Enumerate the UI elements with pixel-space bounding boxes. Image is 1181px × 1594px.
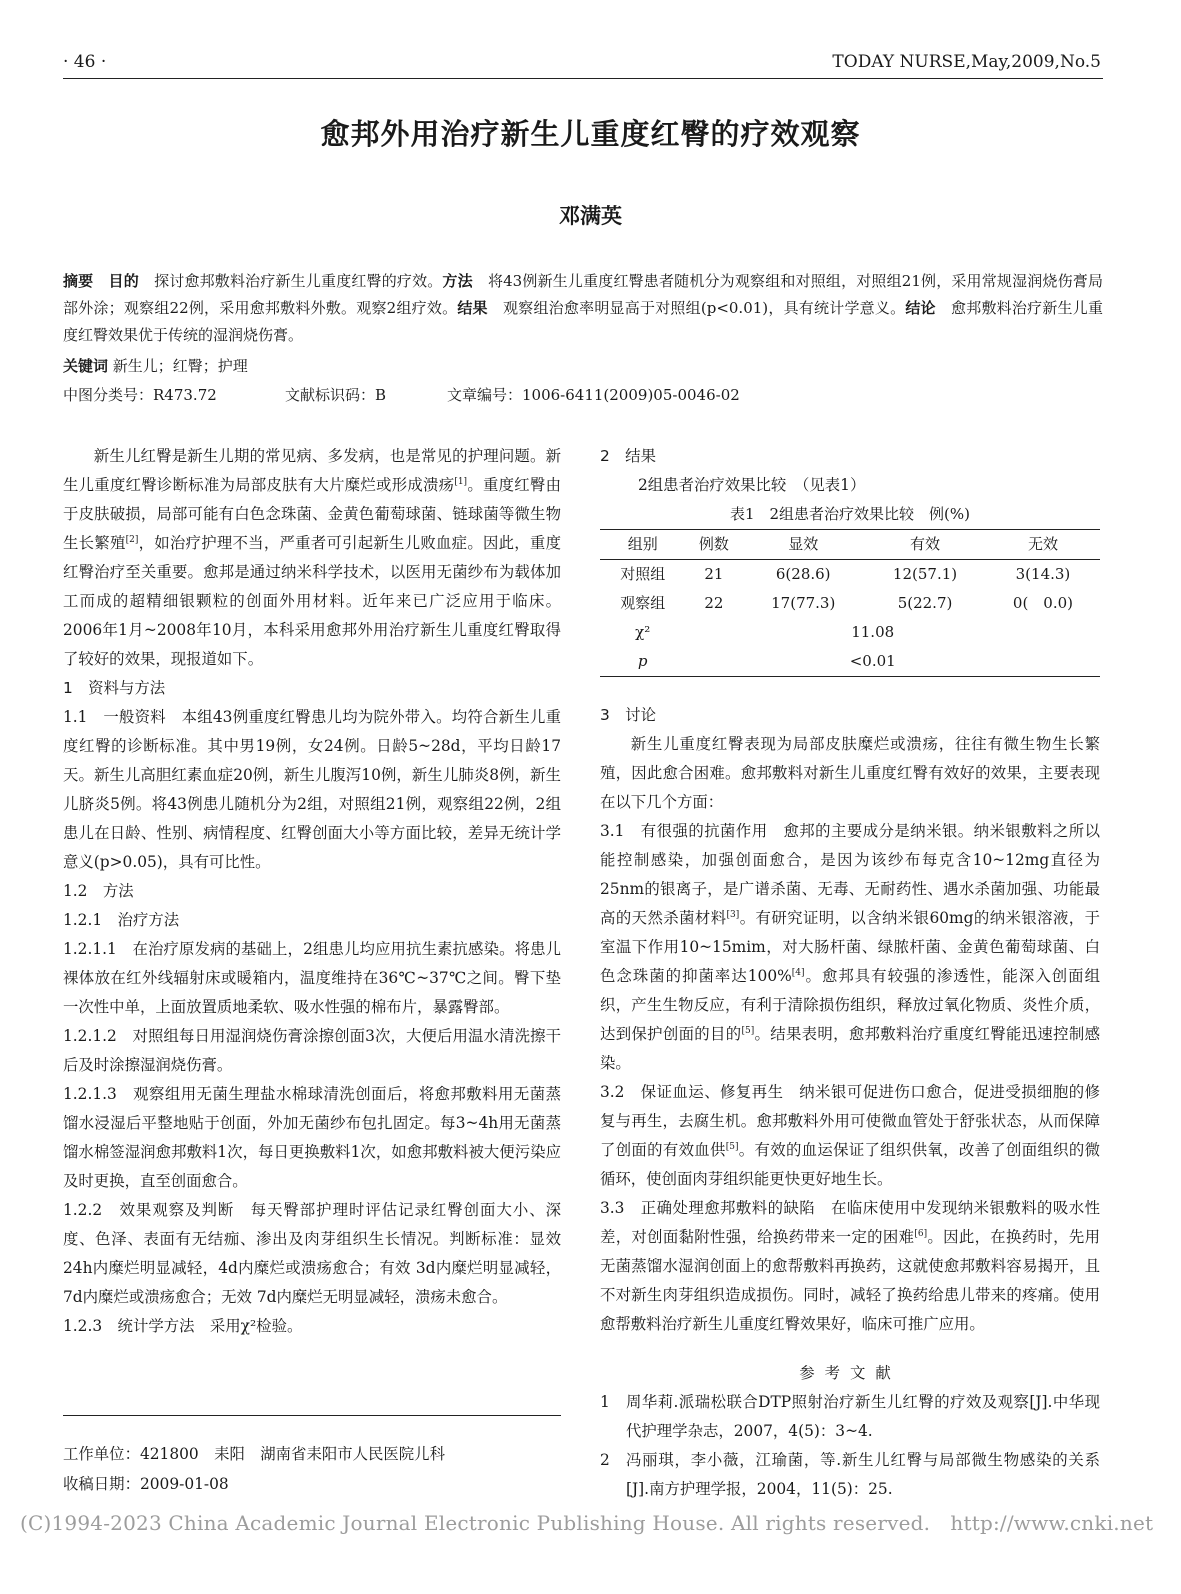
table-row-p (600, 647, 1100, 677)
section-1-2-3: 1.2.3 统计学方法 采用χ²检验。 (63, 1317, 303, 1335)
reference-number: 2 (600, 1451, 610, 1469)
method-text: 将43例新生儿重度红臀患者随机分为观察组和对照组，对照组21例，采用常规湿润烧伤膏局部外涂；观察组22例，采用愈邦敷料外敷。观察2组疗效。 (63, 272, 1103, 317)
intro-paragraph (63, 442, 561, 674)
p-value: <0.01 (849, 652, 896, 670)
section-heading-2: 2 结果 (600, 447, 656, 465)
journal-name: TODAY NURSE,May,2009,No.5 (832, 52, 1101, 72)
p-label: p (637, 652, 648, 670)
reference-number: 1 (600, 1393, 610, 1411)
abstract-label: 摘要 (63, 272, 94, 290)
reference-text: 周华莉.派瑞松联合DTP照射治疗新生儿红臀的疗效及观察[J].中华现代护理学杂志，2007，4(5)：3~4. (626, 1393, 1100, 1440)
citation-6: [6] (914, 1228, 928, 1239)
table-row (600, 589, 1100, 618)
section-3-3 (600, 1194, 1100, 1339)
citation-5b: [5] (725, 1141, 739, 1152)
citation-1: [1] (454, 476, 468, 487)
table-row (600, 560, 1100, 590)
table-header-cell: 无效 (1027, 535, 1058, 553)
s31-text-b: 。有研究证明，以含纳米银60mg的纳米银溶液，于室温下作用10~15mim，对大肠杆菌、绿脓杆菌、金黄色葡萄球菌、白色念珠菌的抑菌率达100% (600, 909, 1100, 985)
table-cell: 观察组 (620, 594, 666, 612)
work-unit: 工作单位：421800 耒阳 湖南省耒阳市人民医院儿科 (63, 1445, 445, 1463)
footnote-rule (63, 1415, 561, 1416)
section-heading-1-2-1: 1.2.1 治疗方法 (63, 911, 180, 929)
intro-text-c: ，如治疗护理不当，严重者可引起新生儿败血症。因此，重度红臀治疗至关重要。愈邦是通过纳米科学技术，以医用无菌纱布为载体加工而成的超精细银颗粒的创面外用材料。近年来已广泛应用于临床。2006年1月~2008年10月，本科采用愈邦外用治疗新生儿重度红臀取得了较好的效果，现报道如下。 (63, 534, 561, 668)
section-heading-1-2: 1.2 方法 (63, 882, 134, 900)
objective-label: 目的 (108, 272, 139, 290)
section-3-1 (600, 817, 1100, 1078)
conclusion-label: 结论 (905, 299, 936, 317)
table-cell: 3(14.3) (1015, 565, 1071, 583)
citation-5: [5] (741, 1025, 755, 1036)
left-column (63, 442, 561, 1341)
conclusion-text: 愈邦敷料治疗新生儿重度红臀效果优于传统的湿润烧伤膏。 (63, 299, 1103, 344)
section-3-2 (600, 1078, 1100, 1194)
section-heading-1: 1 资料与方法 (63, 679, 166, 697)
table-cell: 12(57.1) (892, 565, 958, 583)
keywords-text: 新生儿；红臀；护理 (112, 357, 248, 375)
s31-text-d: 。结果表明，愈邦敷料治疗重度红臀能迅速控制感染。 (600, 1025, 1100, 1072)
page-number: · 46 · (63, 52, 107, 72)
keywords (63, 355, 248, 376)
intro-text-b: 。重度红臀由于皮肤破损，局部可能有白色念珠菌、金黄色葡萄球菌、链球菌等微生物生长繁殖 (63, 476, 561, 552)
table-cell: 对照组 (620, 565, 666, 583)
section-1-2-1-1: 1.2.1.1 在治疗原发病的基础上，2组患儿均应用抗生素抗感染。将患儿裸体放在红外线辐射床或暖箱内，温度维持在36℃~37℃之间。臀下垫一次性中单，上面放置质地柔软、吸水性强的棉布片，暴露臀部。 (63, 940, 561, 1016)
s33-text-b: 。因此，在换药时，先用无菌蒸馏水湿润创面上的愈帮敷料再换药，这就使愈邦敷料容易揭开，且不对新生肉芽组织造成损伤。同时，减轻了换药给患儿带来的疼痛。使用愈帮敷料治疗新生儿重度红臀效果好，临床可推广应用。 (600, 1228, 1100, 1333)
article-title: 愈邦外用治疗新生儿重度红臀的疗效观察 (320, 117, 861, 151)
received-date: 收稿日期：2009-01-08 (63, 1475, 229, 1493)
chi-label: χ² (635, 623, 651, 641)
results-table (600, 529, 1100, 677)
section-heading-3: 3 讨论 (600, 706, 656, 724)
table-caption: 表1 2组患者治疗效果比较 例(%) (729, 505, 971, 523)
intro-text-a: 新生儿红臀是新生儿期的常见病、多发病，也是常见的护理问题。新生儿重度红臀诊断标准为局部皮肤有大片糜烂或形成溃疡 (63, 447, 561, 494)
right-column (600, 442, 1100, 1504)
result-label: 结果 (457, 299, 488, 317)
reference-item (600, 1446, 1100, 1504)
table-header-cell: 显效 (788, 535, 819, 553)
objective-text: 探讨愈邦敷料治疗新生儿重度红臀的疗效。 (154, 272, 443, 290)
table-cell: 17(77.3) (771, 594, 836, 612)
table-cell: 0( 0.0) (1012, 594, 1074, 612)
copyright-notice: (C)1994-2023 China Academic Journal Electronic Publishing House. All rights reserved. http://www.cnki.net (20, 1511, 1154, 1535)
document-code: 文献标识码：B (285, 386, 387, 404)
references-heading: 参考文献 (799, 1364, 901, 1382)
results-subheading: 2组患者治疗效果比较 （见表1） (638, 476, 866, 494)
citation-2: [2] (125, 534, 139, 545)
section-1-1: 1.1 一般资料 本组43例重度红臀患儿均为院外带入。均符合新生儿重度红臀的诊断标准。其中男19例，女24例。日龄5~28d，平均日龄17天。新生儿高胆红素血症20例，新生儿腹泻10例，新生儿肺炎8例，新生儿脐炎5例。将43例患儿随机分为2组，对照组21例，观察组22例，2组患儿在日龄、性别、病情程度、红臀创面大小等方面比较，差异无统计学意义(p>0.05)，具有可比性。 (63, 708, 561, 871)
clc-number: 中图分类号：R473.72 (63, 386, 217, 404)
table-header-row (600, 530, 1100, 560)
citation-4: [4] (791, 967, 805, 978)
s33-text-a: 3.3 正确处理愈邦敷料的缺陷 在临床使用中发现纳米银敷料的吸水性差，对创面黏附性强，给换药带来一定的困难 (600, 1199, 1100, 1246)
table-row-chi (600, 618, 1100, 647)
reference-text: 冯丽琪，李小薇，江瑜菌，等.新生儿红臀与局部微生物感染的关系[J].南方护理学报，2004，11(5)：25. (626, 1451, 1100, 1498)
s31-text-a: 3.1 有很强的抗菌作用 愈邦的主要成分是纳米银。纳米银敷料之所以能控制感染，加强创面愈合，是因为该纱布每克含10~12mg直径为25nm的银离子，是广谱杀菌、无毒、无耐药性、遇水杀菌加强、功能最高的天然杀菌材料 (600, 822, 1100, 927)
s32-text-b: 。有效的血运保证了组织供氧，改善了创面组织的微循环，使创面肉芽组织能更快更好地生长。 (600, 1141, 1100, 1188)
keywords-label: 关键词 (63, 357, 109, 375)
header-rule (63, 78, 1103, 79)
s31-text-c: 。愈邦具有较强的渗透性，能深入创面组织，产生生物反应，有利于清除损伤组织，释放过氧化物质、炎性介质，达到保护创面的目的 (600, 967, 1100, 1043)
table-cell: 5(22.7) (897, 594, 953, 612)
citation-3: [3] (726, 909, 740, 920)
result-text: 观察组治愈率明显高于对照组(p<0.01)，具有统计学意义。 (503, 299, 906, 317)
article-author: 邓满英 (559, 204, 622, 228)
table-cell: 22 (704, 594, 724, 612)
abstract (63, 268, 1103, 349)
table-header-cell: 组别 (627, 535, 658, 553)
method-label: 方法 (442, 272, 473, 290)
table-cell: 6(28.6) (775, 565, 831, 583)
table-header-cell: 有效 (910, 535, 941, 553)
section-1-2-2: 1.2.2 效果观察及判断 每天臀部护理时评估记录红臀创面大小、深度、色泽、表面有无结痂、渗出及肉芽组织生长情况。判断标准：显效 24h内糜烂明显减轻，4d内糜烂或溃疡愈合；有效 3d内糜烂明显减轻，7d内糜烂或溃疡愈合；无效 7d内糜烂无明显减轻，溃疡未愈合。 (63, 1201, 561, 1306)
discussion-intro: 新生儿重度红臀表现为局部皮肤糜烂或溃疡，往往有微生物生长繁殖，因此愈合困难。愈邦敷料对新生儿重度红臀有效好的效果，主要表现在以下几个方面： (600, 735, 1100, 811)
article-number: 文章编号：1006-6411(2009)05-0046-02 (447, 386, 740, 404)
s32-text-a: 3.2 保证血运、修复再生 纳米银可促进伤口愈合，促进受损细胞的修复与再生，去腐生机。愈邦敷料外用可使微血管处于舒张状态，从而保障了创面的有效血供 (600, 1083, 1100, 1159)
table-header-cell: 例数 (698, 535, 729, 553)
table-cell: 21 (704, 565, 724, 583)
chi-value: 11.08 (851, 623, 895, 641)
section-1-2-1-2: 1.2.1.2 对照组每日用湿润烧伤膏涂擦创面3次，大便后用温水清洗擦干后及时涂擦湿润烧伤膏。 (63, 1027, 561, 1074)
reference-item (600, 1388, 1100, 1446)
section-1-2-1-3: 1.2.1.3 观察组用无菌生理盐水棉球清洗创面后，将愈邦敷料用无菌蒸馏水浸湿后平整地贴于创面，外加无菌纱布包扎固定。每3~4h用无菌蒸馏水棉签湿润愈邦敷料1次，每日更换敷料1次，如愈邦敷料被大便污染应及时更换，直至创面愈合。 (63, 1085, 561, 1190)
